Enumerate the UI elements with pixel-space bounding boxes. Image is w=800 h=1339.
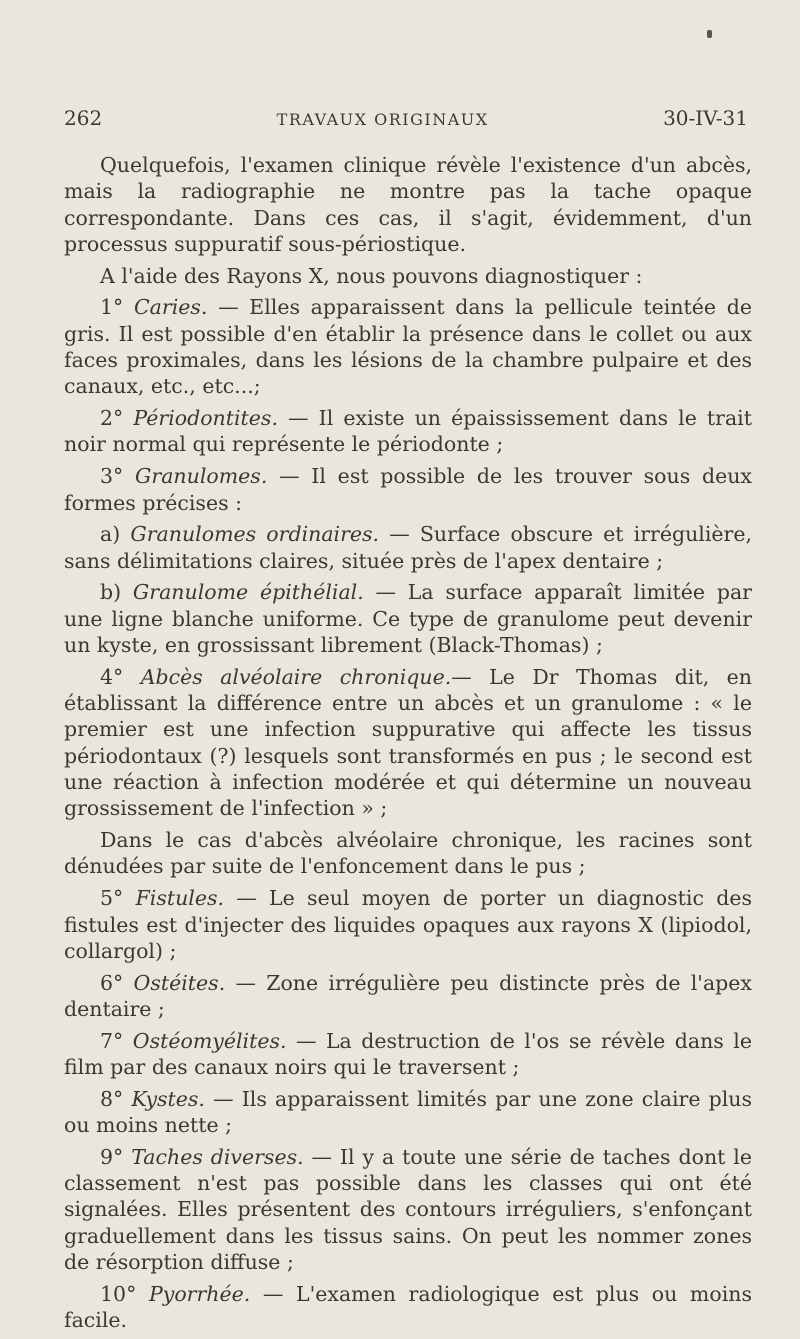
list-item <box>64 294 752 399</box>
item-heading: Granulomes ordinaires. <box>130 522 380 547</box>
list-item <box>64 1086 752 1139</box>
item-text: — Il est possible de les trouver sous deux formes précises : <box>64 464 752 515</box>
item-text: — La destruction de l'os se révèle dans le film par des canaux noirs qui le traversent ; <box>64 1028 752 1079</box>
item-heading: Périodontites. <box>133 406 278 431</box>
item-number: 2° <box>100 406 124 431</box>
ink-speck <box>707 30 712 38</box>
list-item <box>64 885 752 964</box>
item-number: 9° <box>100 1144 124 1169</box>
list-item <box>64 970 752 1023</box>
list-item <box>64 463 752 516</box>
paragraph-text: A l'aide des Rayons X, nous pouvons diagnostiquer : <box>100 263 643 288</box>
item-text: — L'examen radiologique est plus ou moins facile. <box>64 1281 752 1333</box>
paragraph-text: Quelquefois, l'examen clinique révèle l'existence d'un abcès, mais la radiographie ne montre pas la tache opaque correspondante. Dans ces cas, il s'agit, évidemment, d'un processus suppuratif sous-périostique. <box>64 153 752 256</box>
item-number: b) <box>100 580 122 605</box>
list-item <box>64 579 752 658</box>
running-title: TRAVAUX ORIGINAUX <box>276 110 489 129</box>
item-heading: Ostéites. <box>133 970 226 995</box>
list-item <box>64 1144 752 1275</box>
item-heading: Granulome épithélial. <box>132 580 364 605</box>
item-heading: Ostéomyélites. <box>132 1028 287 1053</box>
page-number: 262 <box>64 106 103 130</box>
item-heading: Kystes. <box>131 1086 205 1111</box>
item-number: 4° <box>100 664 124 689</box>
item-heading: Taches diverses. <box>131 1144 304 1169</box>
item-heading: Granulomes. <box>135 464 268 489</box>
issue-date: 30-IV-31 <box>663 106 748 130</box>
item-text: — Zone irrégulière peu distincte près de l'apex dentaire ; <box>64 970 752 1021</box>
item-number: 6° <box>100 970 124 995</box>
item-heading: Fistules. <box>135 886 225 911</box>
list-item <box>64 664 752 822</box>
item-heading: Abcès alvéolaire chronique. <box>140 664 452 689</box>
list-item <box>64 405 752 458</box>
list-item <box>64 1281 752 1334</box>
list-item <box>64 521 752 574</box>
running-header <box>64 106 748 136</box>
paragraph <box>64 152 752 257</box>
paragraph <box>64 827 752 880</box>
item-number: 10° <box>100 1281 137 1306</box>
body-text <box>64 152 752 1339</box>
item-number: 1° <box>100 295 124 320</box>
item-number: a) <box>100 522 121 547</box>
paragraph-text: Dans le cas d'abcès alvéolaire chronique, les racines sont dénudées par suite de l'enfoncement dans le pus ; <box>64 828 752 879</box>
item-text: — Surface obscure et irrégulière, sans délimitations claires, située près de l'apex dentaire ; <box>64 522 752 573</box>
item-text: — Ils apparaissent limités par une zone claire plus ou moins nette ; <box>64 1086 752 1138</box>
item-heading: Pyorrhée. <box>148 1281 251 1306</box>
item-text: — Le Dr Thomas dit, en établissant la différence entre un abcès et un granulome : « le premier est une infection suppurative qui affecte les tissus périodontaux (?) lesquels sont transformés en pus ; le second est une réaction à infection modérée et qui détermine un nouveau grossissement de l'infection » ; <box>64 664 752 821</box>
item-text: — Il existe un épaississement dans le trait noir normal qui représente le périodonte ; <box>64 406 752 457</box>
item-text: — Le seul moyen de porter un diagnostic des fistules est d'injecter des liquides opaques aux rayons X (lipiodol, collargol) ; <box>64 886 752 963</box>
item-number: 8° <box>100 1086 124 1111</box>
item-text: — Elles apparaissent dans la pellicule teintée de gris. Il est possible d'en établir la présence dans le collet ou aux faces proximales, dans les lésions de la chambre pulpaire et des canaux, etc., etc...; <box>64 295 752 399</box>
list-item <box>64 1028 752 1081</box>
item-number: 5° <box>100 886 124 911</box>
item-number: 7° <box>100 1028 124 1053</box>
item-heading: Caries. <box>133 295 208 320</box>
paragraph <box>64 263 752 289</box>
item-text: — Il y a toute une série de taches dont le classement n'est pas possible dans les classes qui ont été signalées. Elles présentent des contours irréguliers, s'enfonçant graduellement dans les tissus sains. On peut les nommer zones de résorption diffuse ; <box>64 1144 752 1275</box>
item-number: 3° <box>100 464 124 489</box>
item-text: — La surface apparaît limitée par une ligne blanche uniforme. Ce type de granulome peut devenir un kyste, en grossissant librement (Black-Thomas) ; <box>64 580 752 658</box>
